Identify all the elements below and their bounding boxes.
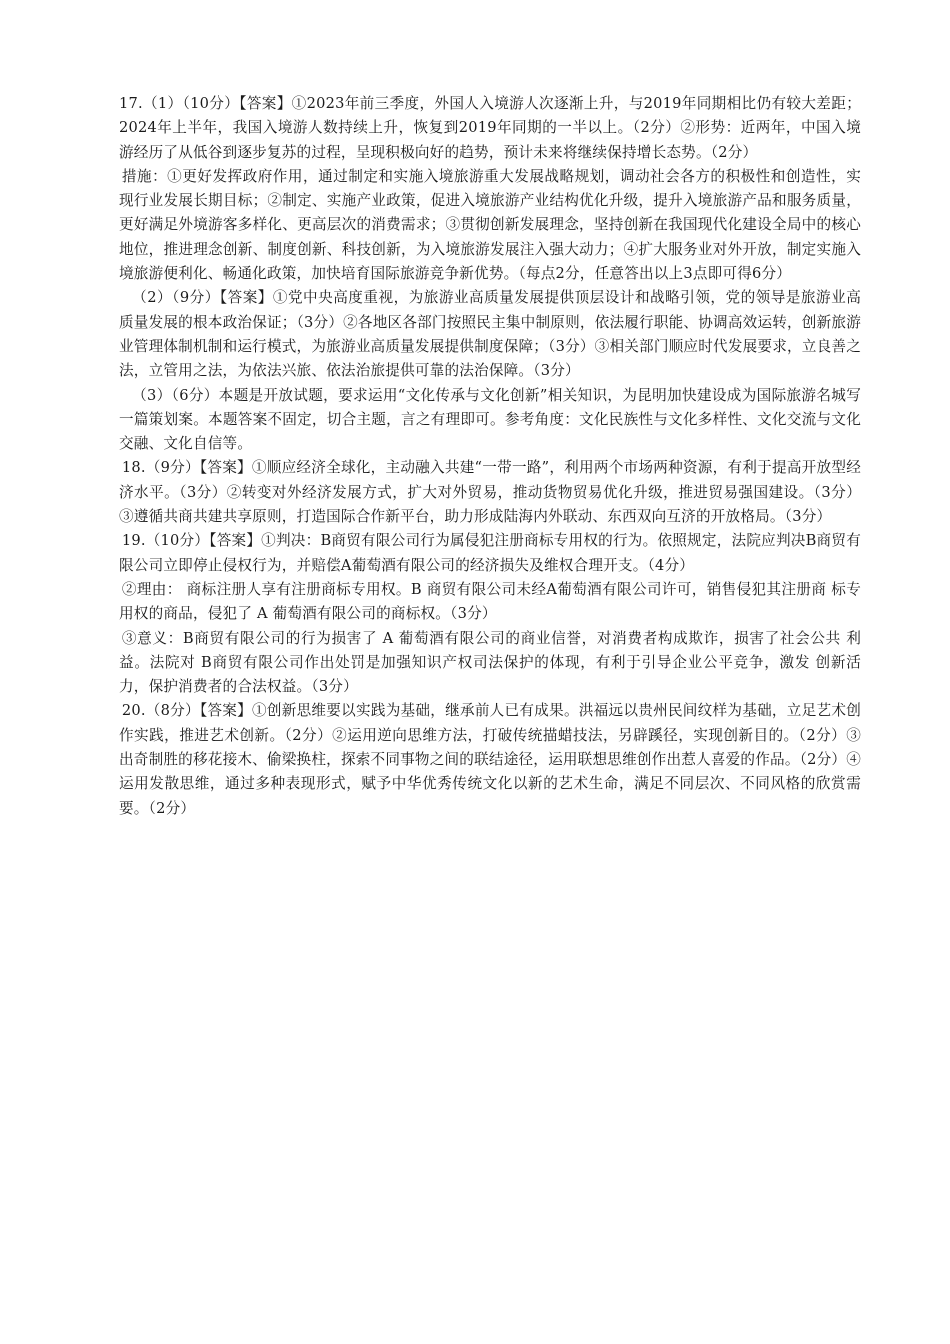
answer-17-3: （3）（6分）本题是开放试题，要求运用“文化传承与文化创新”相关知识，为昆明加快建设成为国际旅游名城写一篇策划案。本题答案不固定，切合主题，言之有理即可。参考角度：文化民族性与文化多样性、文化交流与文化交融、文化自信等。	[119, 386, 861, 453]
answer-19-reason: ②理由： 商标注册人享有注册商标专用权。B 商贸有限公司未经A葡萄酒有限公司许可，销售侵犯其注册商 标专用权的商品，侵犯了 A 葡萄酒有限公司的商标权。（3分）	[119, 580, 861, 623]
answer-17-2: （2）（9分）【答案】①党中央高度重视，为旅游业高质量发展提供顶层设计和战略引领，党的领导是旅游业高质量发展的根本政治保证；（3分）②各地区各部门按照民主集中制原则，依法履行职能、协调高效运转，创新旅游业管理体制机制和运行模式，为旅游业高质量发展提供制度保障；（3分）③相关部门顺应时代发展要求，立良善之法，立管用之法，为依法兴旅、依法治旅提供可靠的法治保障。（3分）	[119, 289, 861, 380]
answer-19-judgment: 19.（10分）【答案】①判决：B商贸有限公司行为属侵犯注册商标专用权的行为。依照规定，法院应判决B商贸有限公司立即停止侵权行为，并赔偿A葡萄酒有限公司的经济损失及维权合理开支。（4分）	[119, 532, 861, 574]
answer-17-1-measures: 措施：①更好发挥政府作用，通过制定和实施入境旅游重大发展战略规划，调动社会各方的积极性和创造性，实现行业发展长期目标；②制定、实施产业政策，促进入境旅游产业结构优化升级，提升入境旅游产品和服务质量，更好满足外境游客多样化、更高层次的消费需求；③贯彻创新发展理念，坚持创新在我国现代化建设全局中的核心地位，推进理念创新、制度创新、科技创新，为入境旅游发展注入强大动力；④扩大服务业对外开放，制定实施入境旅游便利化、畅通化政策，加快培育国际旅游竞争新优势。（每点2分，任意答出以上3点即可得6分）	[119, 167, 861, 283]
answer-18: 18.（9分）【答案】①顺应经济全球化，主动融入共建“一带一路”，利用两个市场两种资源，有利于提高开放型经济水平。（3分）②转变对外经济发展方式，扩大对外贸易，推动货物贸易优化升级，推进贸易强国建设。（3分）③遵循共商共建共享原则，打造国际合作新平台，助力形成陆海内外联动、东西双向互济的开放格局。（3分）	[119, 459, 861, 526]
answer-17-1: 17.（1）（10分）【答案】①2023年前三季度，外国人入境游人次逐渐上升，与2019年同期相比仍有较大差距；2024年上半年，我国入境游人数持续上升，恢复到2019年同期的一半以上。（2分）②形势：近两年，中国入境游经历了从低谷到逐步复苏的过程，呈现积极向好的趋势，预计未来将继续保持增长态势。（2分）	[119, 95, 861, 161]
answer-document	[119, 92, 861, 821]
answer-20: 20.（8分）【答案】①创新思维要以实践为基础，继承前人已有成果。洪福远以贵州民间纹样为基础，立足艺术创作实践，推进艺术创新。（2分）②运用逆向思维方法，打破传统描蜡技法，另辟蹊径，实现创新目的。（2分）③出奇制胜的移花接木、偷梁换柱，探索不同事物之间的联结途径，运用联想思维创作出惹人喜爱的作品。（2分）④运用发散思维，通过多种表现形式，赋予中华优秀传统文化以新的艺术生命，满足不同层次、不同风格的欣赏需要。（2分）	[119, 702, 861, 817]
answer-19-significance: ③意义：B商贸有限公司的行为损害了 A 葡萄酒有限公司的商业信誉，对消费者构成欺诈，损害了社会公共 利益。法院对 B商贸有限公司作出处罚是加强知识产权司法保护的体现，有利于引导企业公平竞争，激发 创新活力，保护消费者的合法权益。（3分）	[119, 629, 861, 696]
